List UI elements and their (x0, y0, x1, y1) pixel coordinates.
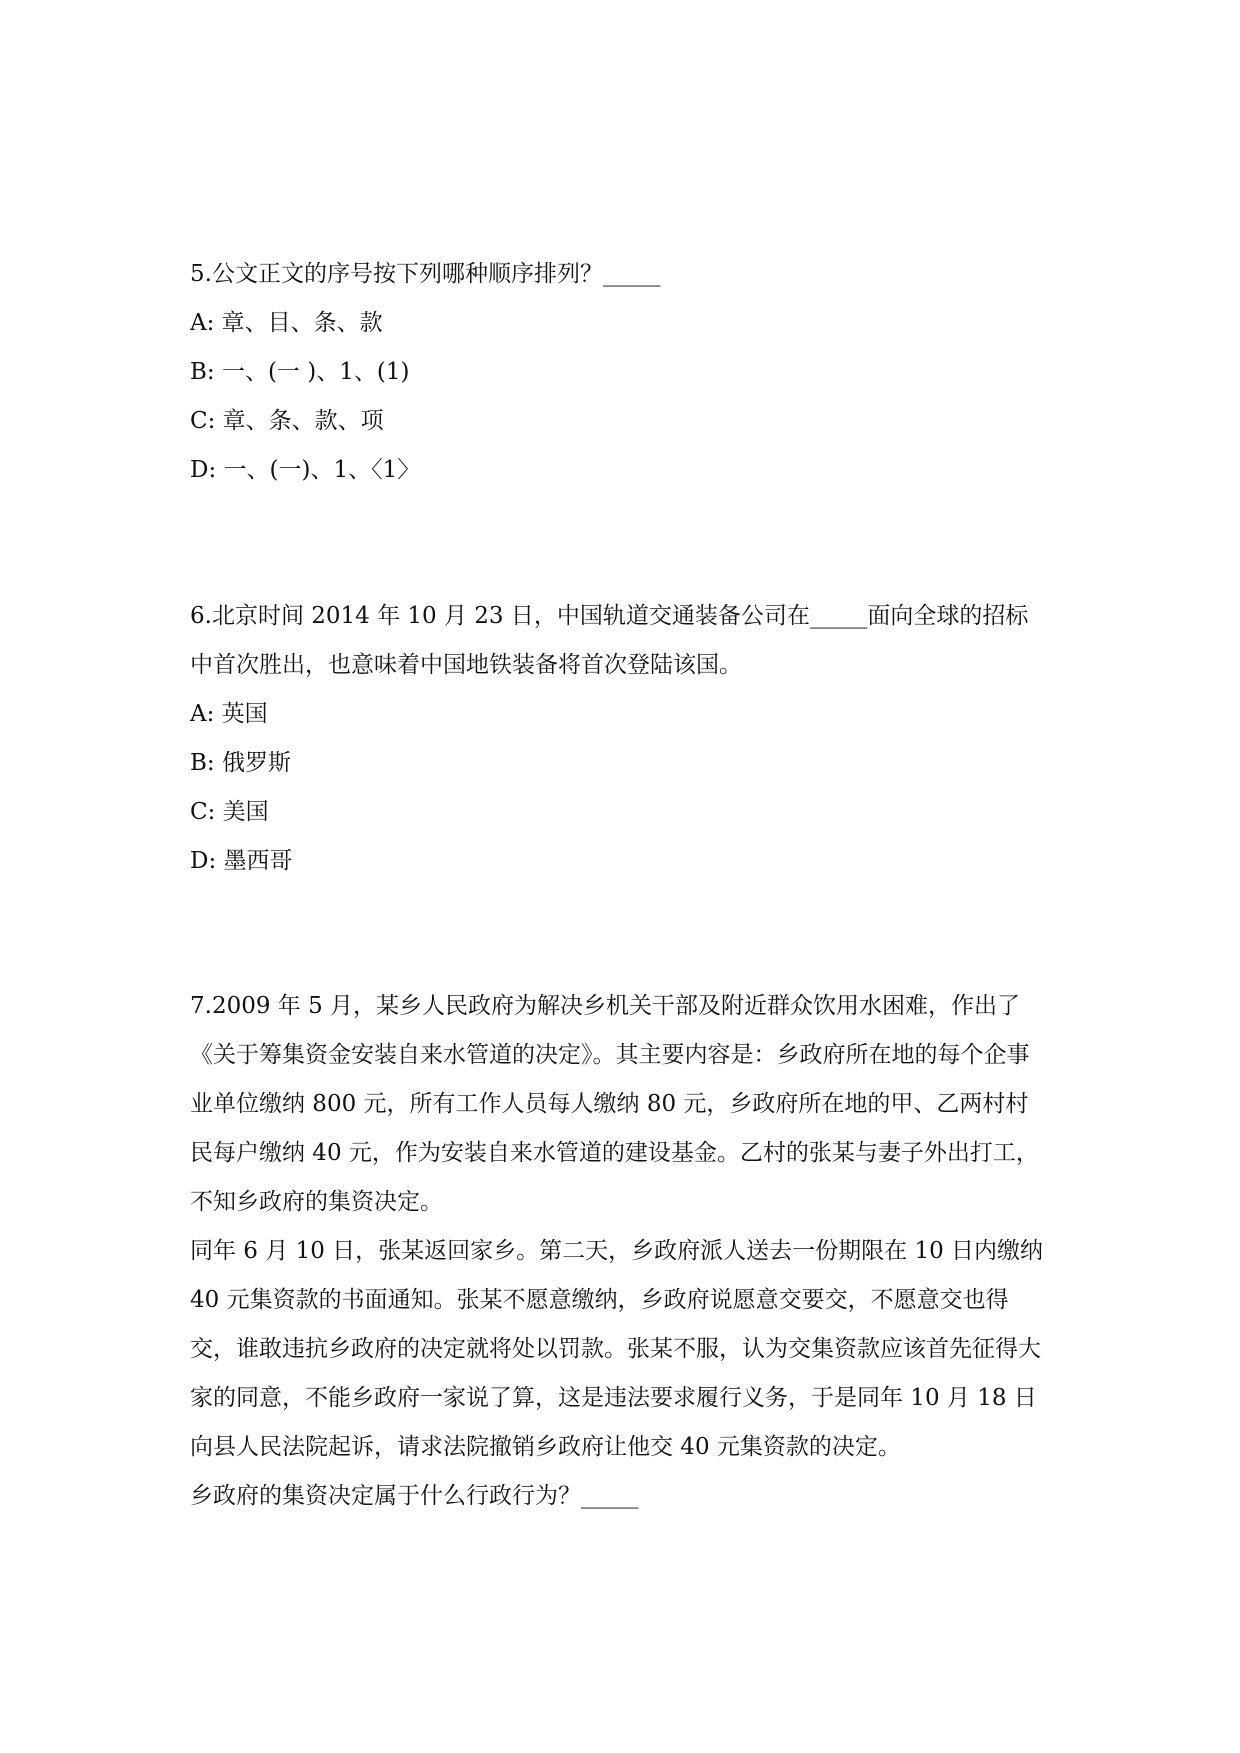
question-5 (190, 250, 1050, 495)
question-7 (190, 982, 1050, 1521)
question-6-option-b: B: 俄罗斯 (190, 750, 291, 776)
question-7-prompt: 乡政府的集资决定属于什么行政行为？_____ (190, 1483, 639, 1509)
question-5-option-b: B: 一、(一 )、1、(1) (190, 359, 410, 385)
question-7-paragraph-1: 7.2009 年 5 月，某乡人民政府为解决乡机关干部及附近群众饮用水困难，作出了《关于筹集资金安装自来水管道的决定》。其主要内容是：乡政府所在地的每个企事业单位缴纳 800 元，所有工作人员每人缴纳 80 元，乡政府所在地的甲、乙两村村民每户缴纳 40 元，作为安装自来水管道的建设基金。乙村的张某与妻子外出打工，不知乡政府的集资决定。 (190, 993, 1039, 1215)
question-7-paragraph-2: 同年 6 月 10 日，张某返回家乡。第二天，乡政府派人送去一份期限在 10 日内缴纳 40 元集资款的书面通知。张某不愿意缴纳，乡政府说愿意交要交，不愿意交也得交，谁敢违抗乡政府的决定就将处以罚款。张某不服，认为交集资款应该首先征得大家的同意，不能乡政府一家说了算，这是违法要求履行义务，于是同年 10 月 18 日向县人民法院起诉，请求法院撤销乡政府让他交 40 元集资款的决定。 (190, 1238, 1044, 1460)
question-6-option-d: D: 墨西哥 (190, 848, 293, 874)
question-6 (190, 592, 1050, 886)
question-5-option-c: C: 章、条、款、项 (190, 408, 384, 434)
question-5-stem: 5.公文正文的序号按下列哪种顺序排列？_____ (190, 261, 661, 287)
question-6-option-a: A: 英国 (190, 701, 268, 727)
question-5-option-d: D: 一、(一)、1、〈1〉 (190, 457, 421, 483)
question-6-stem: 6.北京时间 2014 年 10 月 23 日，中国轨道交通装备公司在_____面向全球的招标中首次胜出，也意味着中国地铁装备将首次登陆该国。 (190, 603, 1029, 678)
question-5-option-a: A: 章、目、条、款 (190, 310, 383, 336)
question-6-option-c: C: 美国 (190, 799, 269, 825)
